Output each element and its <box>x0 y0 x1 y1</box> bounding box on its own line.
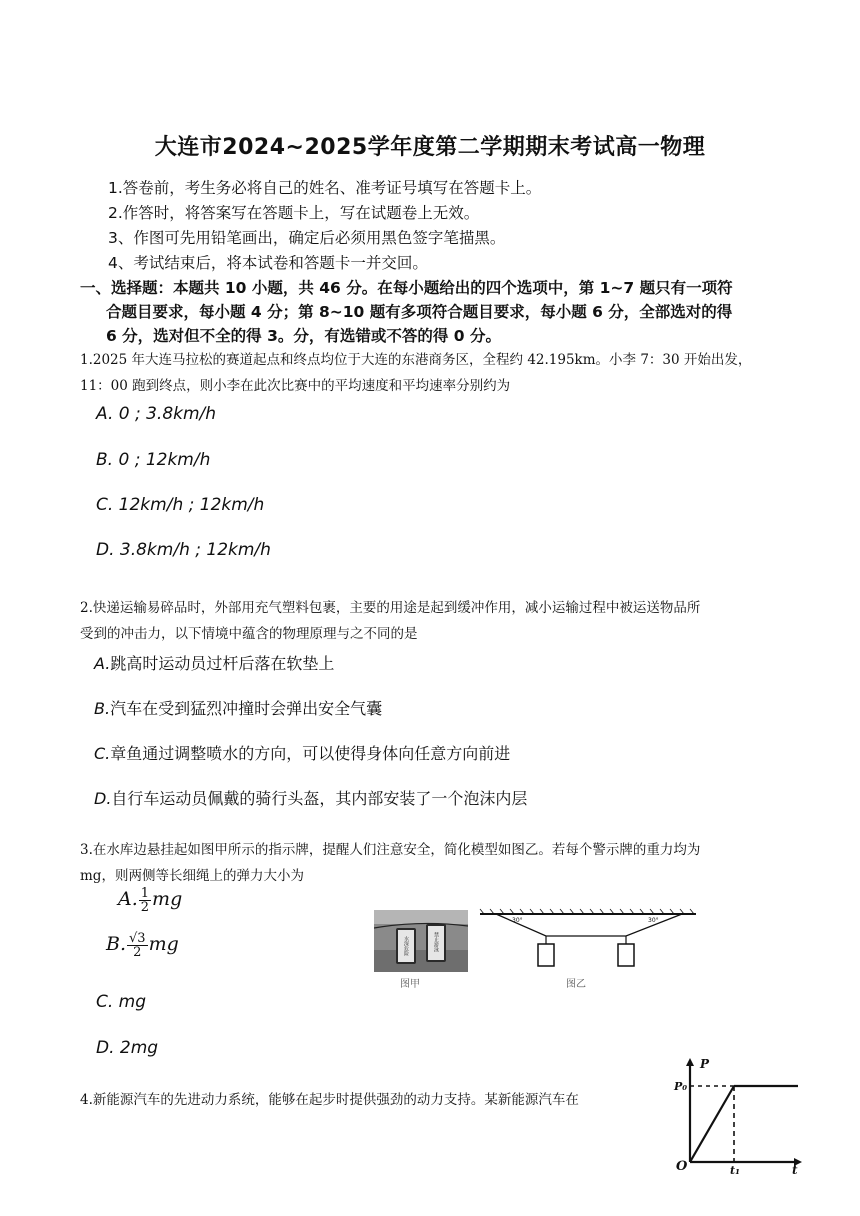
q2-stem-line2: 受到的冲击力，以下情境中蕴含的物理原理与之不同的是 <box>80 626 418 642</box>
q1-option-a: A. 0 ; 3.8km/h <box>96 404 217 424</box>
q1-option-d: D. 3.8km/h ; 12km/h <box>96 540 271 560</box>
section-heading-line2: 合题目要求，每小题 4 分；第 8~10 题有多项符合题目要求，每小题 6 分，全部选对的得 <box>106 303 733 321</box>
figure-a-caption: 图甲 <box>400 979 420 990</box>
section-heading-line3: 6 分，选对但不全的得 3。分，有选错或不答的得 0 分。 <box>106 327 501 345</box>
q3-option-c: C. mg <box>96 992 147 1012</box>
q4-stem-line1: 4.新能源汽车的先进动力系统，能够在起步时提供强劲的动力支持。某新能源汽车在 <box>80 1092 579 1108</box>
q1-stem-line1: 1.2025 年大连马拉松的赛道起点和终点均位于大连的东港商务区，全程约 42.195km。小李 7：30 开始出发， <box>80 352 752 368</box>
p0-label: P₀ <box>674 1080 688 1093</box>
axis-t-label: t <box>792 1163 798 1174</box>
q2-option-c: C.章鱼通过调整喷水的方向，可以使得身体向任意方向前进 <box>94 744 511 763</box>
fraction-root3-over-2: $\frac{√3}{2}$ <box>129 931 146 960</box>
instruction-4: 4、考试结束后，将本试卷和答题卡一并交回。 <box>108 254 428 272</box>
angle-right-label: 30° <box>648 917 659 924</box>
q1-option-c: C. 12km/h ; 12km/h <box>96 495 265 515</box>
q2-option-b: B.汽车在受到猛烈冲撞时会弹出安全气囊 <box>94 699 383 718</box>
power-time-graph <box>672 1056 804 1174</box>
instruction-1: 1.答卷前，考生务必将自己的姓名、准考证号填写在答题卡上。 <box>108 179 542 197</box>
q2-stem-line1: 2.快递运输易碎品时，外部用充气塑料包裹，主要的用途是起到缓冲作用，减小运输过程中被运送物品所 <box>80 600 701 616</box>
sign-left-text: 水深危险 <box>403 936 409 956</box>
sign-right-text: 禁止游泳 <box>433 932 439 952</box>
q2-option-d: D.自行车运动员佩戴的骑行头盔，其内部安装了一个泡沫内层 <box>94 789 528 808</box>
q3-option-b: B. $\frac{√3}{2}$ mg <box>106 931 179 960</box>
q1-option-b: B. 0 ; 12km/h <box>96 450 211 470</box>
q3-stem-line2: mg，则两侧等长细绳上的弹力大小为 <box>80 868 304 884</box>
angle-left-label: 30° <box>512 917 523 924</box>
axis-p-label: P <box>700 1057 710 1071</box>
instruction-3: 3、作图可先用铅笔画出，确定后必须用黑色签字笔描黑。 <box>108 229 506 247</box>
q3-option-a: A. $\frac{1}{2}$ mg <box>118 886 183 915</box>
t1-label: t₁ <box>730 1164 740 1174</box>
q1-stem-line2: 11：00 跑到终点，则小李在此次比赛中的平均速度和平均速率分别约为 <box>80 378 511 394</box>
warning-sign-photo <box>374 910 468 972</box>
q3-stem-line1: 3.在水库边悬挂起如图甲所示的指示牌，提醒人们注意安全，简化模型如图乙。若每个警示牌的重力均为 <box>80 842 701 858</box>
origin-label: O <box>676 1159 688 1174</box>
section-heading-line1: 一、选择题：本题共 10 小题，共 46 分。在每小题给出的四个选项中，第 1~7 题只有一项符 <box>80 279 733 297</box>
instruction-2: 2.作答时，将答案写在答题卡上，写在试题卷上无效。 <box>108 204 480 222</box>
figure-b-caption: 图乙 <box>566 979 586 990</box>
fraction-one-half: $\frac{1}{2}$ <box>140 886 150 915</box>
page-title: 大连市2024~2025学年度第二学期期末考试高一物理 <box>154 135 706 160</box>
hanging-signs-diagram <box>476 906 704 990</box>
q2-option-a: A.跳高时运动员过杆后落在软垫上 <box>94 654 335 673</box>
q3-option-d: D. 2mg <box>96 1038 159 1058</box>
